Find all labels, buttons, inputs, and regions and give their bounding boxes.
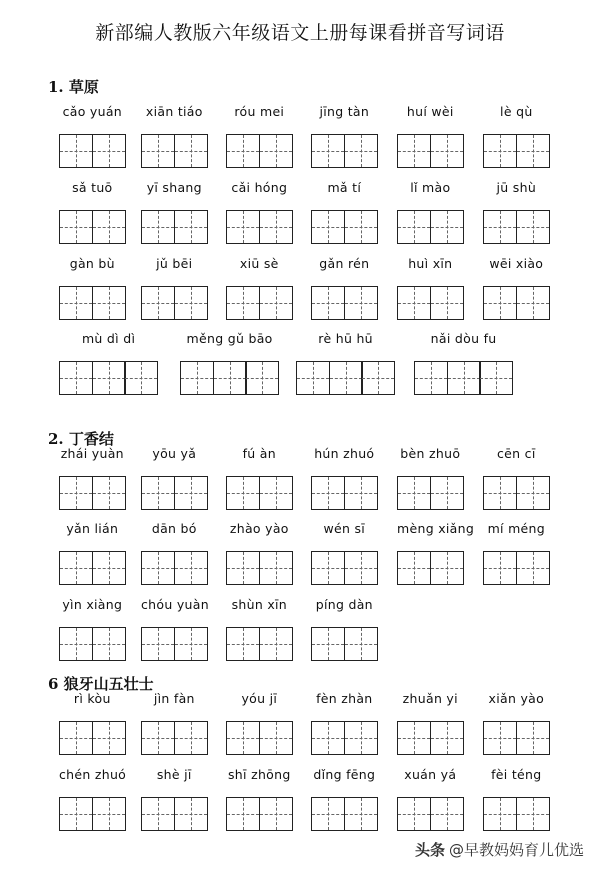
writing-cell[interactable]: [397, 721, 431, 755]
writing-cell[interactable]: [141, 476, 175, 510]
pinyin-label: cǎi hóng: [231, 180, 288, 195]
pinyin-label: shùn xīn: [231, 597, 288, 612]
writing-cell[interactable]: [124, 361, 158, 395]
pinyin-label: hún zhuó: [314, 446, 375, 461]
tianzige-boxes: [59, 361, 157, 395]
tianzige-boxes: [296, 361, 394, 395]
pinyin-label: píng dàn: [315, 597, 373, 612]
writing-cell[interactable]: [311, 210, 345, 244]
writing-cell[interactable]: [430, 797, 464, 831]
writing-cell[interactable]: [430, 476, 464, 510]
tianzige-boxes: [483, 476, 548, 510]
writing-cell[interactable]: [174, 286, 208, 320]
writing-cell[interactable]: [174, 476, 208, 510]
writing-cell[interactable]: [430, 551, 464, 585]
tianzige-boxes: [59, 721, 124, 755]
tianzige-boxes: [226, 627, 291, 661]
pinyin-label: gǎn rén: [319, 256, 370, 271]
writing-cell[interactable]: [397, 476, 431, 510]
writing-cell[interactable]: [311, 476, 345, 510]
writing-cell[interactable]: [226, 134, 260, 168]
writing-cell[interactable]: [174, 721, 208, 755]
pinyin-label: dān bó: [151, 521, 197, 536]
watermark-text: @早教妈妈育儿优选: [448, 841, 584, 859]
tianzige-boxes: [226, 476, 291, 510]
writing-cell[interactable]: [311, 286, 345, 320]
pinyin-label: xiū sè: [239, 256, 279, 271]
writing-cell[interactable]: [430, 721, 464, 755]
writing-cell[interactable]: [141, 210, 175, 244]
pinyin-label: jǔ bēi: [156, 256, 193, 271]
pinyin-label: chén zhuó: [59, 767, 127, 782]
writing-cell[interactable]: [226, 551, 260, 585]
watermark-logo: 头条: [414, 841, 445, 859]
pinyin-label: lǐ mào: [410, 180, 451, 195]
writing-cell[interactable]: [329, 361, 363, 395]
writing-cell[interactable]: [259, 134, 293, 168]
pinyin-label: zhào yào: [229, 521, 289, 536]
writing-cell[interactable]: [141, 721, 175, 755]
tianzige-boxes: [483, 210, 548, 244]
pinyin-label: cēn cī: [496, 446, 536, 461]
writing-cell[interactable]: [174, 627, 208, 661]
writing-cell[interactable]: [245, 361, 279, 395]
writing-cell[interactable]: [59, 286, 93, 320]
tianzige-boxes: [311, 286, 376, 320]
tianzige-boxes: [226, 797, 291, 831]
tianzige-boxes: [397, 286, 462, 320]
tianzige-boxes: [226, 134, 291, 168]
tianzige-boxes: [141, 721, 206, 755]
writing-cell[interactable]: [311, 134, 345, 168]
writing-cell[interactable]: [259, 627, 293, 661]
tianzige-boxes: [311, 627, 376, 661]
tianzige-boxes: [397, 551, 462, 585]
tianzige-boxes: [141, 476, 206, 510]
writing-cell[interactable]: [174, 797, 208, 831]
pinyin-label: jū shù: [496, 180, 537, 195]
writing-cell[interactable]: [311, 627, 345, 661]
writing-cell[interactable]: [141, 627, 175, 661]
writing-cell[interactable]: [516, 721, 550, 755]
pinyin-label: fèi téng: [491, 767, 542, 782]
writing-cell[interactable]: [483, 797, 517, 831]
writing-cell[interactable]: [259, 797, 293, 831]
writing-cell[interactable]: [226, 721, 260, 755]
writing-cell[interactable]: [344, 476, 378, 510]
pinyin-label: gàn bù: [69, 256, 115, 271]
writing-cell[interactable]: [296, 361, 330, 395]
writing-cell[interactable]: [483, 210, 517, 244]
writing-cell[interactable]: [344, 627, 378, 661]
pinyin-label: mù dì dì: [81, 331, 136, 346]
tianzige-boxes: [397, 210, 462, 244]
pinyin-label: xiān tiáo: [145, 104, 203, 119]
tianzige-boxes: [226, 721, 291, 755]
pinyin-label: rè hū hū: [318, 331, 373, 346]
section-heading: 2. 丁香结: [48, 430, 114, 448]
tianzige-boxes: [311, 551, 376, 585]
pinyin-label: xiǎn yào: [488, 691, 545, 706]
writing-cell[interactable]: [516, 286, 550, 320]
writing-cell[interactable]: [311, 551, 345, 585]
writing-cell[interactable]: [483, 476, 517, 510]
tianzige-boxes: [59, 797, 124, 831]
tianzige-boxes: [59, 210, 124, 244]
tianzige-boxes: [141, 210, 206, 244]
section-heading: 1. 草原: [48, 78, 99, 96]
writing-cell[interactable]: [92, 361, 126, 395]
writing-cell[interactable]: [59, 134, 93, 168]
writing-cell[interactable]: [59, 797, 93, 831]
tianzige-boxes: [141, 134, 206, 168]
writing-cell[interactable]: [141, 797, 175, 831]
pinyin-label: rì kòu: [73, 691, 111, 706]
section-heading: 6 狼牙山五壮士: [48, 675, 154, 693]
writing-cell[interactable]: [59, 361, 93, 395]
writing-cell[interactable]: [344, 134, 378, 168]
writing-cell[interactable]: [259, 210, 293, 244]
writing-cell[interactable]: [92, 210, 126, 244]
pinyin-label: yǎn lián: [66, 521, 119, 536]
pinyin-label: huì xīn: [408, 256, 453, 271]
writing-cell[interactable]: [344, 721, 378, 755]
writing-cell[interactable]: [141, 134, 175, 168]
pinyin-label: mǎ tí: [327, 180, 362, 195]
writing-cell[interactable]: [516, 476, 550, 510]
tianzige-boxes: [59, 134, 124, 168]
tianzige-boxes: [311, 797, 376, 831]
pinyin-label: wēi xiào: [489, 256, 544, 271]
pinyin-label: fèn zhàn: [316, 691, 373, 706]
writing-cell[interactable]: [141, 286, 175, 320]
watermark: [415, 839, 584, 860]
writing-cell[interactable]: [397, 134, 431, 168]
tianzige-boxes: [226, 210, 291, 244]
writing-cell[interactable]: [397, 797, 431, 831]
tianzige-boxes: [311, 721, 376, 755]
pinyin-label: zhái yuàn: [60, 446, 124, 461]
tianzige-boxes: [141, 551, 206, 585]
tianzige-boxes: [141, 797, 206, 831]
tianzige-boxes: [397, 721, 462, 755]
pinyin-label: mèng xiǎng: [397, 521, 475, 536]
writing-cell[interactable]: [344, 286, 378, 320]
tianzige-boxes: [311, 210, 376, 244]
writing-cell[interactable]: [59, 627, 93, 661]
tianzige-boxes: [397, 797, 462, 831]
writing-cell[interactable]: [59, 721, 93, 755]
pinyin-label: huí wèi: [406, 104, 454, 119]
writing-cell[interactable]: [483, 286, 517, 320]
tianzige-boxes: [226, 286, 291, 320]
writing-cell[interactable]: [311, 797, 345, 831]
pinyin-label: shè jī: [156, 767, 192, 782]
pinyin-label: měng gǔ bāo: [186, 331, 273, 346]
tianzige-boxes: [59, 627, 124, 661]
writing-cell[interactable]: [516, 797, 550, 831]
pinyin-label: lè qù: [500, 104, 533, 119]
writing-cell[interactable]: [174, 551, 208, 585]
writing-cell[interactable]: [259, 721, 293, 755]
writing-cell[interactable]: [59, 210, 93, 244]
writing-cell[interactable]: [397, 551, 431, 585]
writing-cell[interactable]: [226, 210, 260, 244]
tianzige-boxes: [311, 476, 376, 510]
pinyin-label: cǎo yuán: [62, 104, 123, 119]
writing-cell[interactable]: [259, 551, 293, 585]
writing-cell[interactable]: [213, 361, 247, 395]
pinyin-label: zhuǎn yi: [402, 691, 458, 706]
writing-cell[interactable]: [397, 210, 431, 244]
writing-cell[interactable]: [180, 361, 214, 395]
writing-cell[interactable]: [226, 286, 260, 320]
pinyin-label: yōu yǎ: [152, 446, 197, 461]
writing-cell[interactable]: [516, 551, 550, 585]
tianzige-boxes: [226, 551, 291, 585]
writing-cell[interactable]: [92, 551, 126, 585]
tianzige-boxes: [483, 286, 548, 320]
pinyin-label: dǐng fēng: [313, 767, 376, 782]
writing-cell[interactable]: [59, 551, 93, 585]
writing-cell[interactable]: [226, 627, 260, 661]
tianzige-boxes: [59, 476, 124, 510]
pinyin-label: mí méng: [487, 521, 546, 536]
writing-cell[interactable]: [92, 721, 126, 755]
pinyin-label: yìn xiàng: [62, 597, 123, 612]
writing-cell[interactable]: [174, 210, 208, 244]
writing-cell[interactable]: [226, 797, 260, 831]
pinyin-label: chóu yuàn: [141, 597, 209, 612]
writing-cell[interactable]: [483, 134, 517, 168]
pinyin-label: róu mei: [234, 104, 285, 119]
writing-cell[interactable]: [344, 210, 378, 244]
pinyin-label: yóu jī: [241, 691, 278, 706]
writing-cell[interactable]: [311, 721, 345, 755]
tianzige-boxes: [397, 134, 462, 168]
writing-cell[interactable]: [430, 286, 464, 320]
writing-cell[interactable]: [397, 286, 431, 320]
tianzige-boxes: [483, 551, 548, 585]
writing-cell[interactable]: [430, 134, 464, 168]
pinyin-label: jīng tàn: [319, 104, 370, 119]
pinyin-label: jìn fàn: [153, 691, 195, 706]
writing-cell[interactable]: [92, 797, 126, 831]
pinyin-label: yī shang: [146, 180, 202, 195]
writing-cell[interactable]: [92, 134, 126, 168]
tianzige-boxes: [311, 134, 376, 168]
pinyin-label: fú àn: [242, 446, 276, 461]
writing-cell[interactable]: [414, 361, 448, 395]
writing-cell[interactable]: [447, 361, 481, 395]
writing-cell[interactable]: [479, 361, 513, 395]
pinyin-label: wén sī: [323, 521, 366, 536]
page-title: 新部编人教版六年级语文上册每课看拼音写词语: [95, 22, 505, 44]
tianzige-boxes: [59, 286, 124, 320]
tianzige-boxes: [483, 797, 548, 831]
pinyin-label: nǎi dòu fu: [430, 331, 497, 346]
tianzige-boxes: [483, 721, 548, 755]
writing-cell[interactable]: [92, 627, 126, 661]
writing-cell[interactable]: [361, 361, 395, 395]
writing-cell[interactable]: [92, 476, 126, 510]
writing-cell[interactable]: [344, 551, 378, 585]
writing-cell[interactable]: [92, 286, 126, 320]
tianzige-boxes: [180, 361, 278, 395]
tianzige-boxes: [141, 627, 206, 661]
writing-cell[interactable]: [483, 721, 517, 755]
writing-cell[interactable]: [259, 476, 293, 510]
tianzige-boxes: [59, 551, 124, 585]
pinyin-label: xuán yá: [404, 767, 457, 782]
writing-cell[interactable]: [516, 134, 550, 168]
tianzige-boxes: [414, 361, 512, 395]
tianzige-boxes: [483, 134, 548, 168]
pinyin-label: sǎ tuō: [72, 180, 113, 195]
pinyin-label: bèn zhuō: [400, 446, 461, 461]
writing-cell[interactable]: [483, 551, 517, 585]
tianzige-boxes: [141, 286, 206, 320]
tianzige-boxes: [397, 476, 462, 510]
writing-cell[interactable]: [59, 476, 93, 510]
writing-cell[interactable]: [226, 476, 260, 510]
writing-cell[interactable]: [516, 210, 550, 244]
writing-cell[interactable]: [141, 551, 175, 585]
writing-cell[interactable]: [430, 210, 464, 244]
writing-cell[interactable]: [259, 286, 293, 320]
writing-cell[interactable]: [174, 134, 208, 168]
pinyin-label: shī zhōng: [228, 767, 291, 782]
writing-cell[interactable]: [344, 797, 378, 831]
